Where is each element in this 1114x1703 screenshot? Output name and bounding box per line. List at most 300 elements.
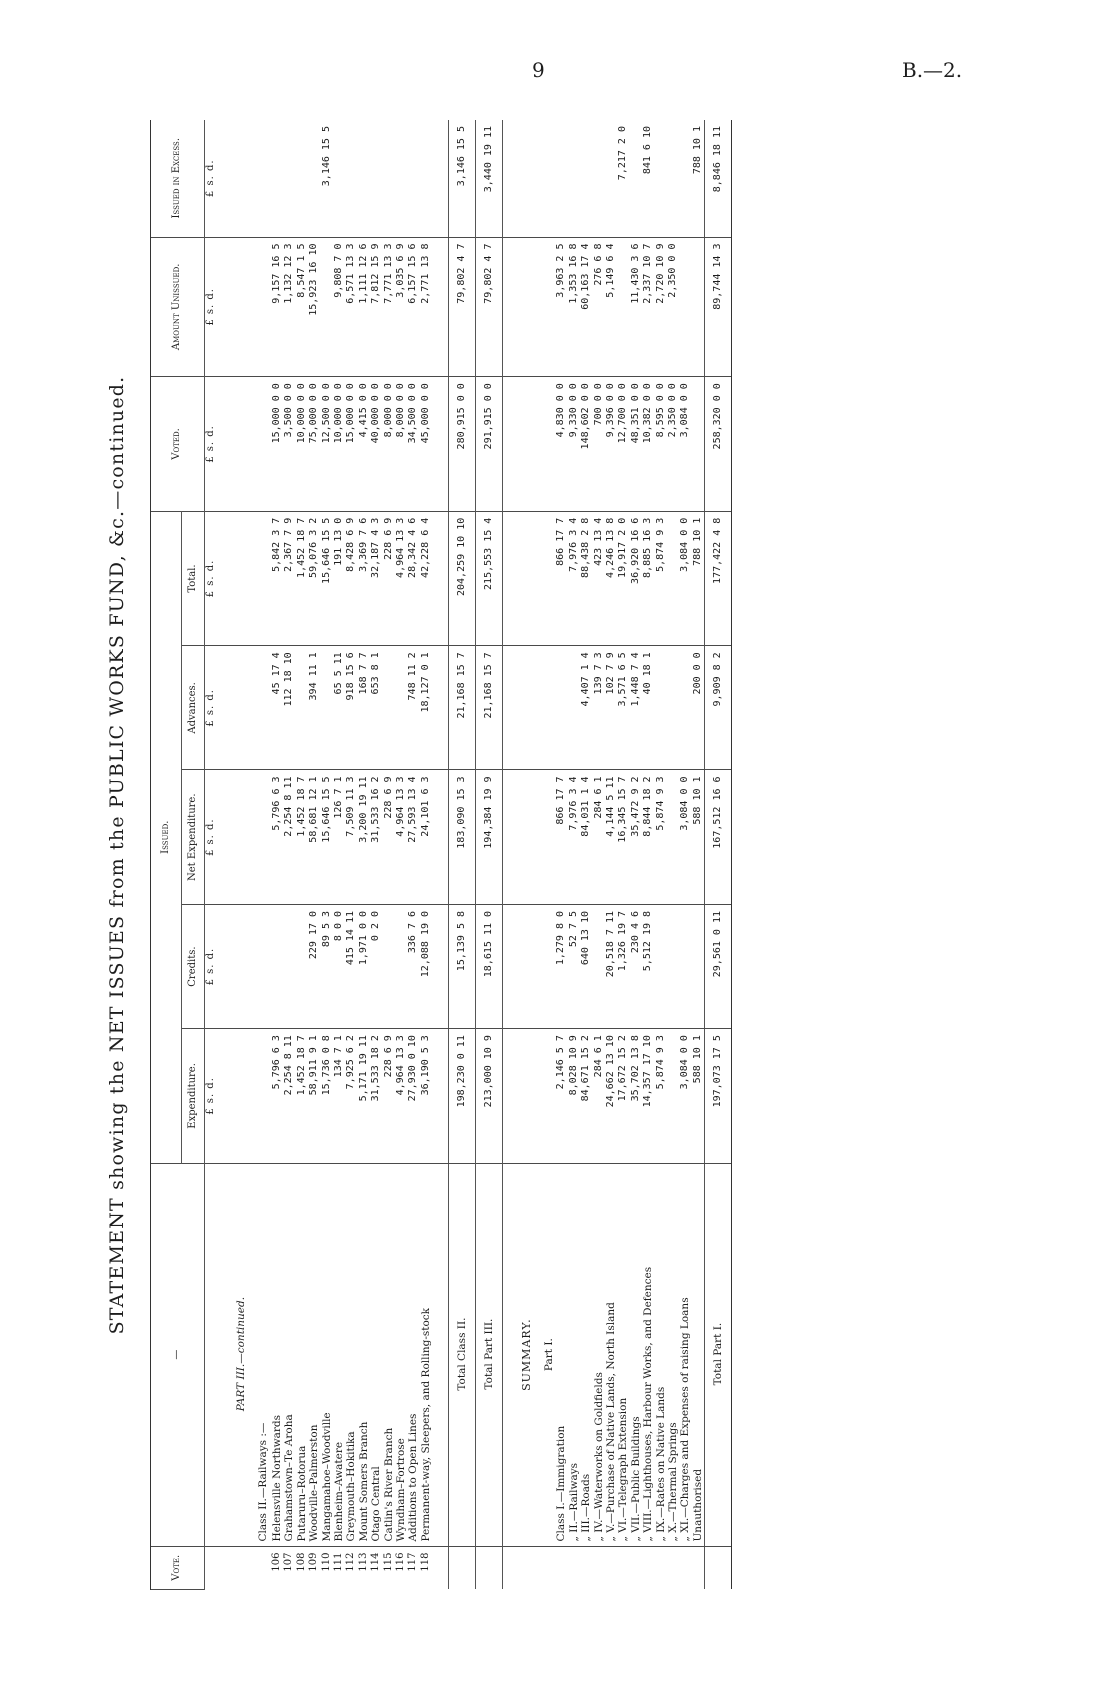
advances-header: Advances. [182, 646, 205, 770]
total-part-i-row [705, 120, 732, 1590]
unissued-value: 2,771 13 8 [420, 237, 432, 377]
net-value: 35,472 9 2 [630, 770, 642, 905]
voted-value: 12,700 0 0 [617, 377, 629, 512]
excess-value [271, 120, 283, 237]
voted-value: 148,602 0 0 [580, 377, 592, 512]
item-label: „ VII.—Public Buildings [630, 1163, 642, 1546]
exp-value: 197,073 17 5 [705, 1029, 732, 1164]
unissued-value [617, 237, 629, 377]
voted-value: 2,350 0 0 [667, 377, 679, 512]
table-row [655, 120, 667, 1590]
vote-number [655, 1546, 667, 1589]
statement-title: STATEMENT showing the NET ISSUES from the PUBLIC WORKS FUND, &c.—continued. [106, 375, 128, 1335]
expenditure-header: Expenditure. [182, 1029, 205, 1164]
cred-value: 18,615 11 0 [476, 904, 503, 1028]
tot-value: 42,228 6 4 [420, 511, 432, 646]
summary-part-heading-row [533, 120, 555, 1590]
adv-value: 112 18 10 [283, 646, 295, 770]
empty-cell [257, 120, 271, 237]
empty-cell [503, 1029, 534, 1164]
adv-value: 18,127 0 1 [420, 646, 432, 770]
summary-part-heading: Part I. [533, 1163, 555, 1546]
exp-value: 228 6 9 [383, 1029, 395, 1164]
empty-cell [432, 120, 449, 237]
vote-number [449, 1546, 476, 1589]
table-row [555, 120, 567, 1590]
net-value: 3,200 19 11 [358, 770, 370, 905]
empty-cell [533, 770, 555, 905]
part-heading-row [221, 120, 257, 1590]
tot-value: 5,842 3 7 [271, 511, 283, 646]
spacer [432, 1163, 449, 1546]
tot-value: 215,553 15 4 [476, 511, 503, 646]
exp-value [667, 1029, 679, 1164]
summary-heading: SUMMARY. [503, 1163, 534, 1546]
vote-number [605, 1546, 617, 1589]
vote-number: 106 [271, 1552, 282, 1572]
cred-value: 89 5 3 [321, 904, 333, 1028]
unissued-value: 9,157 16 5 [271, 237, 283, 377]
vote-number [679, 1546, 691, 1589]
empty-cell [503, 646, 534, 770]
vote-number [705, 1546, 732, 1589]
excess-value [333, 120, 345, 237]
cred-value: 229 17 0 [308, 904, 320, 1028]
total-part-row [476, 120, 503, 1590]
vote-number: 111 [333, 1552, 345, 1572]
net-value: 8,844 18 2 [642, 770, 654, 905]
cred-value: 230 4 6 [630, 904, 642, 1028]
empty-cell [221, 646, 257, 770]
adv-value [383, 646, 395, 770]
empty-cell [432, 646, 449, 770]
cred-value [692, 904, 705, 1028]
issued-header: Issued. [151, 511, 182, 1163]
exp-value: 588 10 1 [692, 1029, 705, 1164]
item-label: „ III.—Roads [580, 1163, 592, 1546]
exp-value: 84,671 15 2 [580, 1029, 592, 1164]
cred-value: 336 7 6 [407, 904, 419, 1028]
voted-value: 9,396 0 0 [605, 377, 617, 512]
table-row [617, 120, 629, 1590]
net-value: 27,593 13 4 [407, 770, 419, 905]
empty-cell [503, 904, 534, 1028]
voted-value: 15,000 0 0 [345, 377, 357, 512]
voted-value: 4,830 0 0 [555, 377, 567, 512]
excess-value [345, 120, 357, 237]
adv-value: 139 7 3 [593, 646, 605, 770]
exp-value: 134 7 1 [333, 1029, 345, 1164]
table-row [395, 120, 407, 1590]
units-label: £ s. d. [205, 237, 222, 377]
item-label: Otago Central [370, 1163, 382, 1546]
table-row [605, 120, 617, 1590]
table-row [667, 120, 679, 1590]
cred-value: 0 2 0 [370, 904, 382, 1028]
empty-cell [503, 237, 534, 377]
tot-value: 5,874 9 3 [655, 511, 667, 646]
cred-value [593, 904, 605, 1028]
empty-cell [533, 237, 555, 377]
table-row [345, 120, 357, 1590]
empty-cell [432, 511, 449, 646]
adv-value [555, 646, 567, 770]
table-row [333, 120, 345, 1590]
net-value: 2,254 8 11 [283, 770, 295, 905]
vote-number: 107 [283, 1552, 295, 1572]
net-value [667, 770, 679, 905]
cred-value: 1,326 19 7 [617, 904, 629, 1028]
empty-cell [257, 237, 271, 377]
cred-value: 15,139 5 8 [449, 904, 476, 1028]
adv-value [395, 646, 407, 770]
empty-cell [257, 511, 271, 646]
voted-value: 15,000 0 0 [271, 377, 283, 512]
tot-value: 8,428 6 9 [345, 511, 357, 646]
item-label: Woodville–Palmerston [308, 1163, 320, 1546]
vote-number: 117 [407, 1552, 419, 1572]
net-value: 5,874 9 3 [655, 770, 667, 905]
tot-value: 4,246 13 8 [605, 511, 617, 646]
excess-value [605, 120, 617, 237]
excess-value [555, 120, 567, 237]
vote-number: 113 [357, 1552, 369, 1572]
empty-cell [503, 377, 534, 512]
adv-value: 653 8 1 [370, 646, 382, 770]
unissued-value: 2,720 10 9 [655, 237, 667, 377]
item-label: Catlin's River Branch [383, 1163, 395, 1546]
vote-number: 116 [395, 1552, 407, 1572]
voted-value: 8,000 0 0 [383, 377, 395, 512]
excess-value: 8,846 18 11 [705, 120, 732, 237]
item-label: Mount Somers Branch [358, 1163, 370, 1546]
excess-value: 841 6 10 [642, 120, 654, 237]
item-header: — [151, 1163, 205, 1546]
total-class-row [449, 120, 476, 1590]
voted-value: 34,500 0 0 [407, 377, 419, 512]
tot-value: 15,646 15 5 [321, 511, 333, 646]
vote-cell [221, 1546, 257, 1589]
cred-value [667, 904, 679, 1028]
table-row [383, 120, 395, 1590]
voted-value: 45,000 0 0 [420, 377, 432, 512]
tot-value [667, 511, 679, 646]
unissued-value: 11,430 3 6 [630, 237, 642, 377]
net-value: 194,384 19 9 [476, 770, 503, 905]
vote-cell [257, 1546, 271, 1589]
unissued-value: 1,353 16 8 [568, 237, 580, 377]
unissued-value [679, 237, 691, 377]
exp-value: 5,874 9 3 [655, 1029, 667, 1164]
exp-value: 8,028 10 9 [568, 1029, 580, 1164]
item-label: Total Part III. [476, 1163, 503, 1546]
unissued-value: 6,157 15 6 [407, 237, 419, 377]
item-label: „ VIII.—Lighthouses, Harbour Works, and Defences [642, 1163, 654, 1546]
excess-value [370, 120, 382, 237]
item-label: Class I.—Immigration [555, 1163, 567, 1546]
empty-cell [533, 646, 555, 770]
units-label: £ s. d. [205, 904, 222, 1028]
cred-value: 1,971 0 0 [358, 904, 370, 1028]
empty-cell [503, 511, 534, 646]
excess-value [667, 120, 679, 237]
tot-value: 1,452 18 7 [296, 511, 308, 646]
empty-cell [533, 120, 555, 237]
unissued-value: 5,149 6 4 [605, 237, 617, 377]
exp-value: 198,230 0 11 [449, 1029, 476, 1164]
adv-value: 102 7 9 [605, 646, 617, 770]
table-row [296, 120, 308, 1590]
voted-value: 75,000 0 0 [308, 377, 320, 512]
unissued-value: 2,350 0 0 [667, 237, 679, 377]
page-number: 9 [532, 58, 545, 82]
adv-value: 748 11 2 [407, 646, 419, 770]
item-label: Blenheim–Awatere [333, 1163, 345, 1546]
empty-cell [432, 1029, 449, 1164]
tot-value: 59,076 3 2 [308, 511, 320, 646]
cred-value: 12,088 19 0 [420, 904, 432, 1028]
tot-value: 788 10 1 [692, 511, 705, 646]
tot-value: 19,917 2 0 [617, 511, 629, 646]
excess-value [395, 120, 407, 237]
excess-value [568, 120, 580, 237]
adv-value: 918 15 6 [345, 646, 357, 770]
item-label: Greymouth–Hokitika [345, 1163, 357, 1546]
cred-value [271, 904, 283, 1028]
voted-value: 4,415 0 0 [358, 377, 370, 512]
excess-value: 788 10 1 [692, 120, 705, 237]
spacer-row [432, 120, 449, 1590]
item-label: „ II.—Railways [568, 1163, 580, 1546]
excess-value [308, 120, 320, 237]
exp-value: 2,146 5 7 [555, 1029, 567, 1164]
unissued-value [692, 237, 705, 377]
unissued-value: 9,808 7 0 [333, 237, 345, 377]
empty-cell [432, 770, 449, 905]
adv-value: 168 7 7 [358, 646, 370, 770]
adv-value: 65 5 11 [333, 646, 345, 770]
vote-cell [503, 1546, 534, 1589]
empty-cell [533, 377, 555, 512]
item-label: Helensville Northwards [271, 1163, 283, 1546]
item-label: „ VI.—Telegraph Extension [617, 1163, 629, 1546]
adv-value [667, 646, 679, 770]
unissued-value: 89,744 14 3 [705, 237, 732, 377]
net-value: 5,796 6 3 [271, 770, 283, 905]
vote-number: 115 [382, 1552, 394, 1572]
exp-value: 15,736 0 8 [321, 1029, 333, 1164]
empty-cell [221, 770, 257, 905]
empty-cell [257, 1029, 271, 1164]
voted-value: 8,595 0 0 [655, 377, 667, 512]
units-label: £ s. d. [205, 120, 222, 237]
empty-cell [432, 904, 449, 1028]
vote-number [568, 1546, 580, 1589]
voted-value: 40,000 0 0 [370, 377, 382, 512]
item-label: Total Part I. [705, 1163, 732, 1546]
vote-cell [432, 1546, 449, 1589]
adv-value [568, 646, 580, 770]
issued-in-excess-header: Issued in Excess. [151, 120, 205, 237]
cred-value [679, 904, 691, 1028]
units-label: £ s. d. [205, 1029, 222, 1164]
tot-value: 177,422 4 8 [705, 511, 732, 646]
exp-value: 27,930 0 10 [407, 1029, 419, 1164]
exp-value: 4,964 13 3 [395, 1029, 407, 1164]
table-row [630, 120, 642, 1590]
excess-value [655, 120, 667, 237]
table-row [283, 120, 295, 1590]
voted-value: 3,084 0 0 [679, 377, 691, 512]
item-label: Unauthorised [692, 1163, 705, 1546]
net-value: 588 10 1 [692, 770, 705, 905]
excess-value [593, 120, 605, 237]
net-value: 58,681 12 1 [308, 770, 320, 905]
rotated-statement [106, 120, 950, 1590]
net-value: 284 6 1 [593, 770, 605, 905]
empty-cell [221, 237, 257, 377]
exp-value: 17,672 15 2 [617, 1029, 629, 1164]
table-row [580, 120, 592, 1590]
voted-value: 10,382 0 0 [642, 377, 654, 512]
excess-value [383, 120, 395, 237]
excess-value [679, 120, 691, 237]
voted-value: 8,000 0 0 [395, 377, 407, 512]
empty-cell [432, 377, 449, 512]
tot-value: 36,920 16 6 [630, 511, 642, 646]
item-label: Wyndham–Fortrose [395, 1163, 407, 1546]
table-row [407, 120, 419, 1590]
total-header: Total. [182, 511, 205, 646]
adv-value: 1,448 7 4 [630, 646, 642, 770]
excess-value [630, 120, 642, 237]
net-value: 84,031 1 4 [580, 770, 592, 905]
item-label: „ IX.—Rates on Native Lands [655, 1163, 667, 1546]
cred-value: 8 0 0 [333, 904, 345, 1028]
table-row [420, 120, 432, 1590]
net-value: 15,646 15 5 [321, 770, 333, 905]
net-value: 3,084 0 0 [679, 770, 691, 905]
excess-value [358, 120, 370, 237]
vote-number [642, 1546, 654, 1589]
adv-value: 394 11 1 [308, 646, 320, 770]
item-label: Mangamahoe–Woodville [321, 1163, 333, 1546]
tot-value: 2,367 7 9 [283, 511, 295, 646]
net-value: 866 17 7 [555, 770, 567, 905]
adv-value: 21,168 15 7 [476, 646, 503, 770]
excess-value: 3,146 15 5 [449, 120, 476, 237]
vote-number: 114 [370, 1552, 382, 1572]
table-row [271, 120, 283, 1590]
vote-number [667, 1546, 679, 1589]
excess-value [296, 120, 308, 237]
unissued-value: 79,802 4 7 [476, 237, 503, 377]
adv-value: 40 18 1 [642, 646, 654, 770]
unissued-value: 3,963 2 5 [555, 237, 567, 377]
tot-value: 3,369 7 6 [358, 511, 370, 646]
table-row [568, 120, 580, 1590]
voted-value: 9,330 0 0 [568, 377, 580, 512]
unissued-value: 60,163 17 4 [580, 237, 592, 377]
empty-cell [503, 120, 534, 237]
item-label: Additions to Open Lines [407, 1163, 419, 1546]
vote-number: 108 [295, 1552, 307, 1572]
cred-value [296, 904, 308, 1028]
adv-value: 9,909 8 2 [705, 646, 732, 770]
net-value: 16,345 15 7 [617, 770, 629, 905]
excess-value [407, 120, 419, 237]
empty-cell [257, 770, 271, 905]
unissued-value: 7,771 13 3 [383, 237, 395, 377]
tot-value: 7,976 3 4 [568, 511, 580, 646]
exp-value: 2,254 8 11 [283, 1029, 295, 1164]
amount-unissued-header: Amount Unissued. [151, 237, 205, 377]
empty-cell [503, 770, 534, 905]
class-heading: Class II.—Railways :— [257, 1163, 271, 1546]
exp-value: 35,702 13 8 [630, 1029, 642, 1164]
tot-value: 88,438 2 8 [580, 511, 592, 646]
adv-value [296, 646, 308, 770]
statement-table [150, 120, 732, 1590]
exp-value: 1,452 18 7 [296, 1029, 308, 1164]
table-row [593, 120, 605, 1590]
credits-header: Credits. [182, 904, 205, 1028]
units-label: £ s. d. [205, 511, 222, 646]
units-label: £ s. d. [205, 770, 222, 905]
net-value: 1,452 18 7 [296, 770, 308, 905]
empty-cell [221, 1029, 257, 1164]
class-heading-row [257, 120, 271, 1590]
empty-cell [257, 904, 271, 1028]
item-label: Permanent-way, Sleepers, and Rolling-stock [420, 1163, 432, 1546]
item-label: „ X.—Thermal Springs [667, 1163, 679, 1546]
adv-value: 4,407 1 4 [580, 646, 592, 770]
vote-number: 109 [308, 1552, 320, 1572]
voted-value: 258,320 0 0 [705, 377, 732, 512]
item-label: Putaruru–Rotorua [296, 1163, 308, 1546]
unissued-value: 8,547 1 5 [296, 237, 308, 377]
cred-value: 415 14 11 [345, 904, 357, 1028]
net-value: 24,101 6 3 [420, 770, 432, 905]
tot-value: 191 13 0 [333, 511, 345, 646]
tot-value: 423 13 4 [593, 511, 605, 646]
cred-value: 5,512 19 8 [642, 904, 654, 1028]
voted-value: 48,351 0 0 [630, 377, 642, 512]
voted-value: 280,915 0 0 [449, 377, 476, 512]
net-value: 126 7 1 [333, 770, 345, 905]
item-label: Total Class II. [449, 1163, 476, 1546]
item-label: Grahamstown–Te Aroha [283, 1163, 295, 1546]
table-row [358, 120, 370, 1590]
units-label: £ s. d. [205, 646, 222, 770]
exp-value: 3,084 0 0 [679, 1029, 691, 1164]
exp-value: 284 6 1 [593, 1029, 605, 1164]
net-value: 31,533 16 2 [370, 770, 382, 905]
empty-cell [533, 511, 555, 646]
unissued-value: 1,132 12 3 [283, 237, 295, 377]
voted-value: 3,500 0 0 [283, 377, 295, 512]
adv-value [655, 646, 667, 770]
voted-value: 291,915 0 0 [476, 377, 503, 512]
adv-value: 200 0 0 [692, 646, 705, 770]
vote-number: 118 [419, 1552, 431, 1572]
vote-number [555, 1546, 567, 1589]
unissued-value: 79,802 4 7 [449, 237, 476, 377]
empty-cell [257, 377, 271, 512]
net-value: 4,964 13 3 [395, 770, 407, 905]
table-row [370, 120, 382, 1590]
cred-value [655, 904, 667, 1028]
